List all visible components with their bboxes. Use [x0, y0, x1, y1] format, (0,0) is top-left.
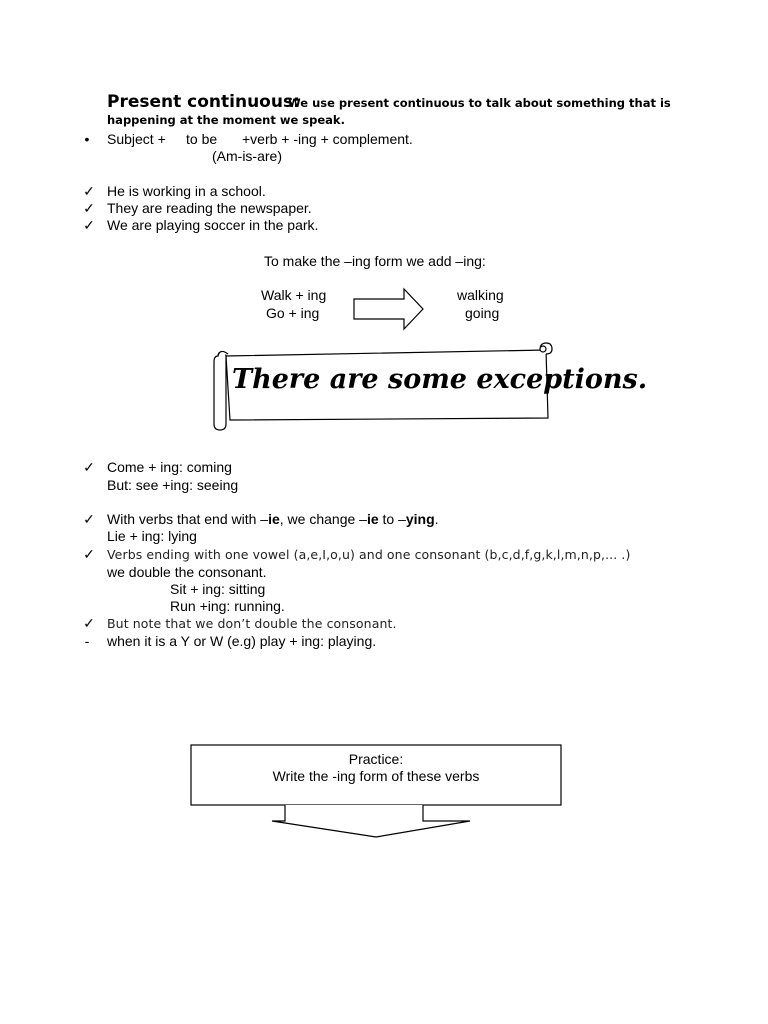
right-arrow-icon — [352, 287, 426, 333]
check-icon: ✓ — [83, 183, 95, 199]
check-icon: ✓ — [83, 459, 95, 475]
check-icon: ✓ — [83, 200, 95, 216]
rule-see: But: see +ing: seeing — [107, 477, 239, 493]
rule-run: Run +ing: running. — [170, 598, 285, 614]
check-icon: ✓ — [83, 217, 95, 233]
check-icon: ✓ — [83, 615, 95, 631]
rule-double: we double the consonant. — [107, 564, 267, 580]
check-icon: ✓ — [83, 511, 95, 527]
definition-line-2: happening at the moment we speak. — [107, 113, 345, 127]
example-2: They are reading the newspaper. — [107, 200, 312, 216]
rule-sit: Sit + ing: sitting — [170, 581, 266, 597]
ing-intro: To make the –ing form we add –ing: — [264, 253, 486, 269]
example-1: He is working in a school. — [107, 183, 266, 199]
practice-box — [191, 745, 561, 805]
pair-right-2: going — [465, 305, 500, 321]
pair-left-1: Walk + ing — [261, 287, 327, 303]
pair-right-1: walking — [457, 287, 504, 303]
rule-note: But note that we don’t double the consonant. — [107, 616, 397, 631]
page-title: Present continuous: — [107, 92, 300, 112]
bullet-icon: • — [84, 131, 90, 147]
rule-y-w: when it is a Y or W (e.g) play + ing: playing. — [107, 633, 377, 649]
example-3: We are playing soccer in the park. — [107, 217, 319, 233]
pair-left-2: Go + ing — [266, 305, 320, 321]
rule-lie: Lie + ing: lying — [107, 528, 197, 544]
dash-marker: - — [84, 633, 90, 649]
rule-vowel: Verbs ending with one vowel (a,e,I,o,u) and one consonant (b,c,d,f,g,k,l,m,n,p,... .) — [107, 547, 631, 562]
banner-text: There are some exceptions. — [232, 364, 648, 395]
rule-ie: With verbs that end with –ie, we change –ie to –ying. — [107, 511, 439, 527]
formula-verb: +verb + -ing + complement. — [242, 131, 413, 147]
formula-subject: Subject + — [107, 131, 166, 147]
practice-instruction: Write the -ing form of these verbs — [272, 768, 480, 784]
check-icon: ✓ — [83, 546, 95, 562]
formula-to-be: to be — [186, 131, 218, 147]
practice-title: Practice: — [348, 751, 404, 767]
definition-line-1: We use present continuous to talk about something that is — [288, 96, 671, 110]
rule-come: Come + ing: coming — [107, 459, 232, 475]
formula-am-is-are: (Am-is-are) — [212, 148, 282, 164]
